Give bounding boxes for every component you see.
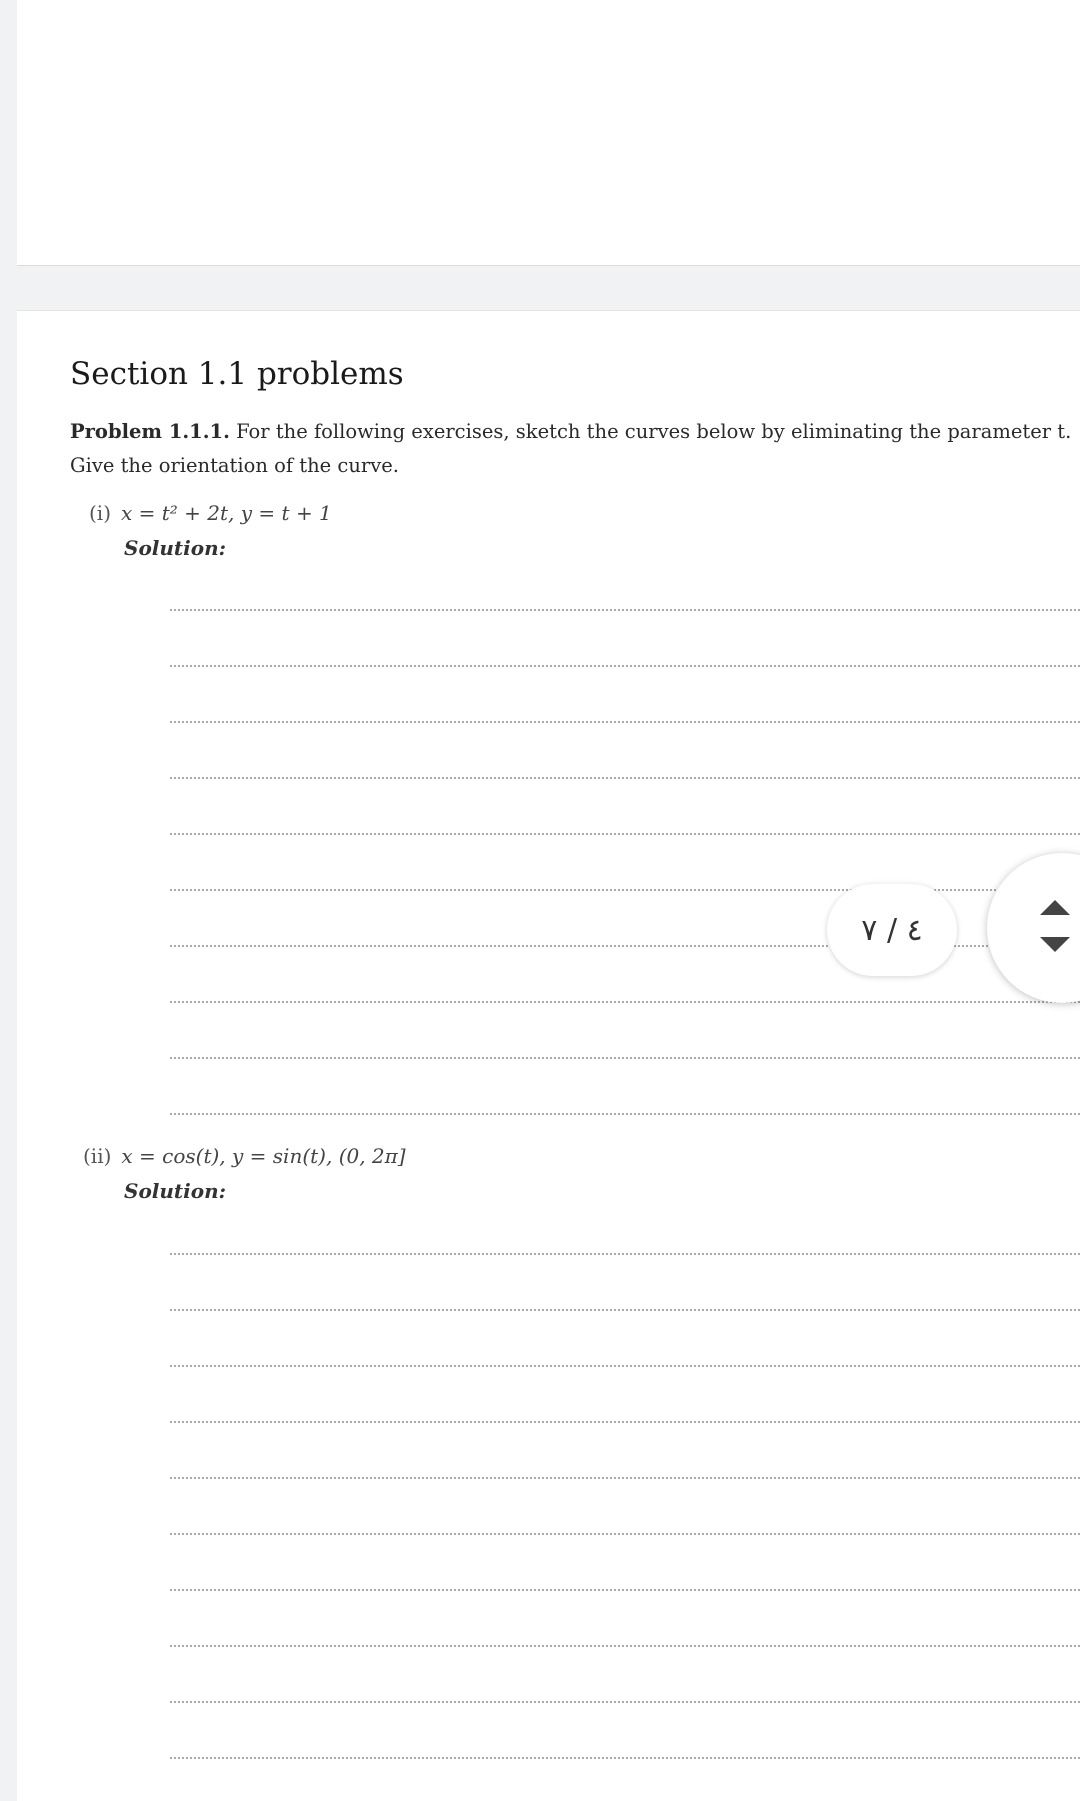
answer-line[interactable] xyxy=(170,1421,1080,1423)
exercise-expression: x = cos(t), y = sin(t), (0, 2π] xyxy=(121,1144,406,1168)
answer-line[interactable] xyxy=(170,833,1080,835)
previous-page xyxy=(17,0,1080,266)
problem-label: Problem 1.1.1. xyxy=(70,420,230,443)
exercise-expression: x = t² + 2t, y = t + 1 xyxy=(121,501,332,525)
answer-line[interactable] xyxy=(170,1309,1080,1311)
problem-statement xyxy=(70,415,1080,483)
answer-line[interactable] xyxy=(170,777,1080,779)
answer-line[interactable] xyxy=(170,1365,1080,1367)
solution-label: Solution: xyxy=(124,536,227,560)
exercise-number: (ii) xyxy=(83,1144,112,1168)
scroll-down-icon[interactable] xyxy=(1040,937,1070,952)
answer-line[interactable] xyxy=(170,889,1080,891)
solution-label: Solution: xyxy=(124,1179,227,1203)
answer-line[interactable] xyxy=(170,665,1080,667)
answer-line[interactable] xyxy=(170,1757,1080,1759)
section-title: Section 1.1 problems xyxy=(70,356,404,392)
scroll-up-icon[interactable] xyxy=(1040,900,1070,915)
exercise-ii xyxy=(83,1144,406,1168)
answer-line[interactable] xyxy=(170,1701,1080,1703)
problem-text: For the following exercises, sketch the curves below by eliminating the parameter t. Give the orientation of the curve. xyxy=(70,420,1072,477)
answer-line[interactable] xyxy=(170,609,1080,611)
answer-line[interactable] xyxy=(170,1645,1080,1647)
exercise-i xyxy=(89,501,332,525)
answer-line[interactable] xyxy=(170,1001,1080,1003)
document-page xyxy=(17,310,1080,1801)
answer-line[interactable] xyxy=(170,1477,1080,1479)
answer-line[interactable] xyxy=(170,1253,1080,1255)
answer-line[interactable] xyxy=(170,1057,1080,1059)
answer-line[interactable] xyxy=(170,1589,1080,1591)
page-indicator: ٤ / ٧ xyxy=(827,884,957,976)
answer-line[interactable] xyxy=(170,1533,1080,1535)
exercise-number: (i) xyxy=(89,501,112,525)
answer-line[interactable] xyxy=(170,1113,1080,1115)
answer-line[interactable] xyxy=(170,721,1080,723)
